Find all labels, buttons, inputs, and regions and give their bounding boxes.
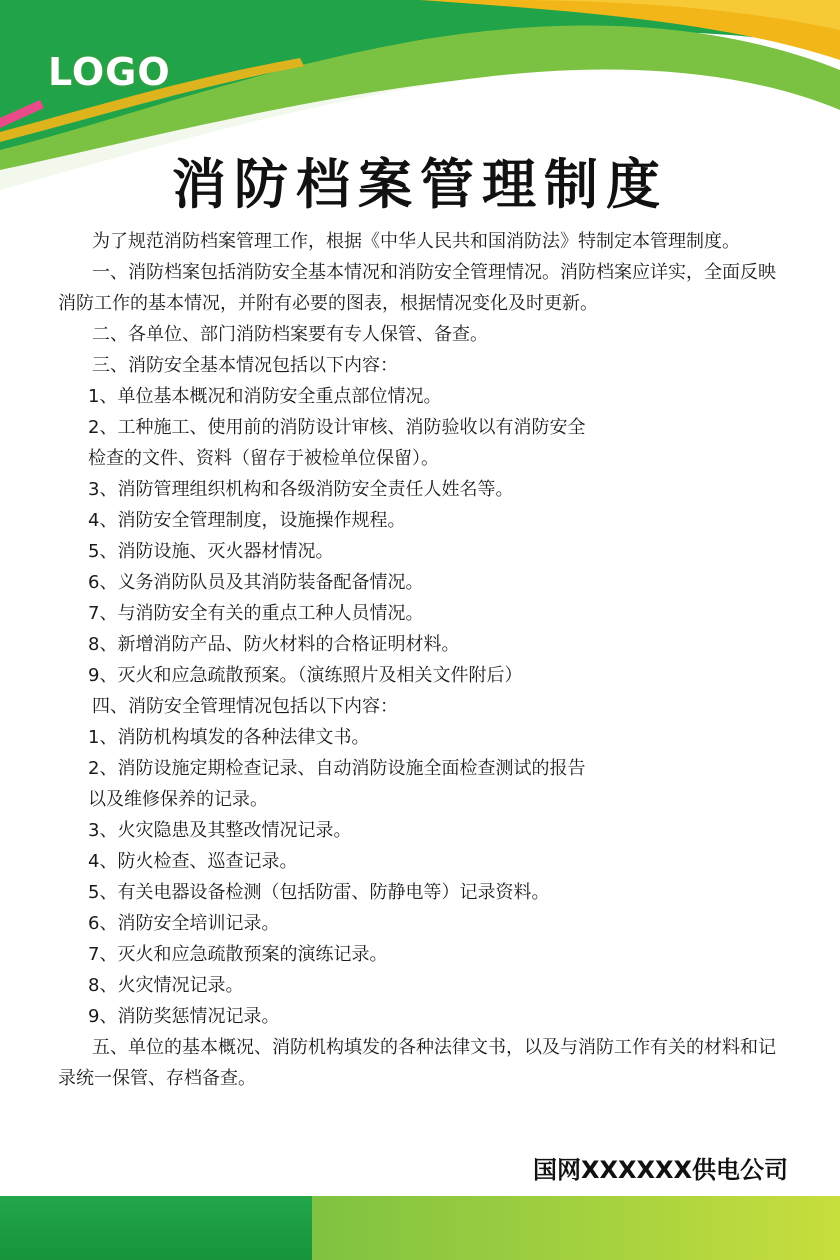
logo-text: LOGO bbox=[48, 50, 171, 94]
page-title: 消防档案管理制度 bbox=[172, 153, 668, 216]
section-2-paragraph: 二、各单位、部门消防档案要有专人保管、备查。 bbox=[92, 324, 488, 345]
list-item: 3、火灾隐患及其整改情况记录。 bbox=[88, 820, 352, 841]
list-item: 4、防火检查、巡查记录。 bbox=[88, 851, 298, 872]
list-item: 1、单位基本概况和消防安全重点部位情况。 bbox=[88, 386, 442, 407]
list-item: 5、消防设施、灭火器材情况。 bbox=[88, 541, 334, 562]
list-item: 2、消防设施定期检查记录、自动消防设施全面检查测试的报告 bbox=[88, 758, 586, 779]
intro-paragraph: 为了规范消防档案管理工作，根据《中华人民共和国消防法》特制定本管理制度。 bbox=[92, 231, 740, 252]
list-item: 7、与消防安全有关的重点工种人员情况。 bbox=[88, 603, 424, 624]
document-body bbox=[58, 226, 790, 1094]
list-item: 9、灭火和应急疏散预案。（演练照片及相关文件附后） bbox=[88, 665, 523, 686]
list-item: 2、工种施工、使用前的消防设计审核、消防验收以有消防安全 bbox=[88, 417, 586, 438]
list-item: 8、火灾情况记录。 bbox=[88, 975, 244, 996]
list-item: 9、消防奖惩情况记录。 bbox=[88, 1006, 280, 1027]
section-5-paragraph: 五、单位的基本概况、消防机构填发的各种法律文书，以及与消防工作有关的材料和记录统一保管、存档备查。 bbox=[58, 1037, 776, 1089]
list-item: 8、新增消防产品、防火材料的合格证明材料。 bbox=[88, 634, 460, 655]
section-1-paragraph: 一、消防档案包括消防安全基本情况和消防安全管理情况。消防档案应详实，全面反映消防工作的基本情况，并附有必要的图表，根据情况变化及时更新。 bbox=[58, 262, 776, 314]
list-item: 5、有关电器设备检测（包括防雷、防静电等）记录资料。 bbox=[88, 882, 550, 903]
logo bbox=[48, 50, 171, 94]
list-item: 6、义务消防队员及其消防装备配备情况。 bbox=[88, 572, 424, 593]
footer-bar-right bbox=[312, 1196, 840, 1260]
list-item: 1、消防机构填发的各种法律文书。 bbox=[88, 727, 370, 748]
section-4-heading: 四、消防安全管理情况包括以下内容： bbox=[92, 696, 398, 717]
signature: 国网XXXXXX供电公司 bbox=[532, 1156, 788, 1184]
section-3-heading: 三、消防安全基本情况包括以下内容： bbox=[92, 355, 398, 376]
list-item: 4、消防安全管理制度，设施操作规程。 bbox=[88, 510, 406, 531]
footer-bar-left bbox=[0, 1196, 312, 1260]
list-item: 6、消防安全培训记录。 bbox=[88, 913, 280, 934]
list-item: 3、消防管理组织机构和各级消防安全责任人姓名等。 bbox=[88, 479, 514, 500]
list-item: 以及维修保养的记录。 bbox=[88, 789, 268, 810]
list-item: 7、灭火和应急疏散预案的演练记录。 bbox=[88, 944, 388, 965]
list-item: 检查的文件、资料（留存于被检单位保留）。 bbox=[88, 448, 439, 469]
